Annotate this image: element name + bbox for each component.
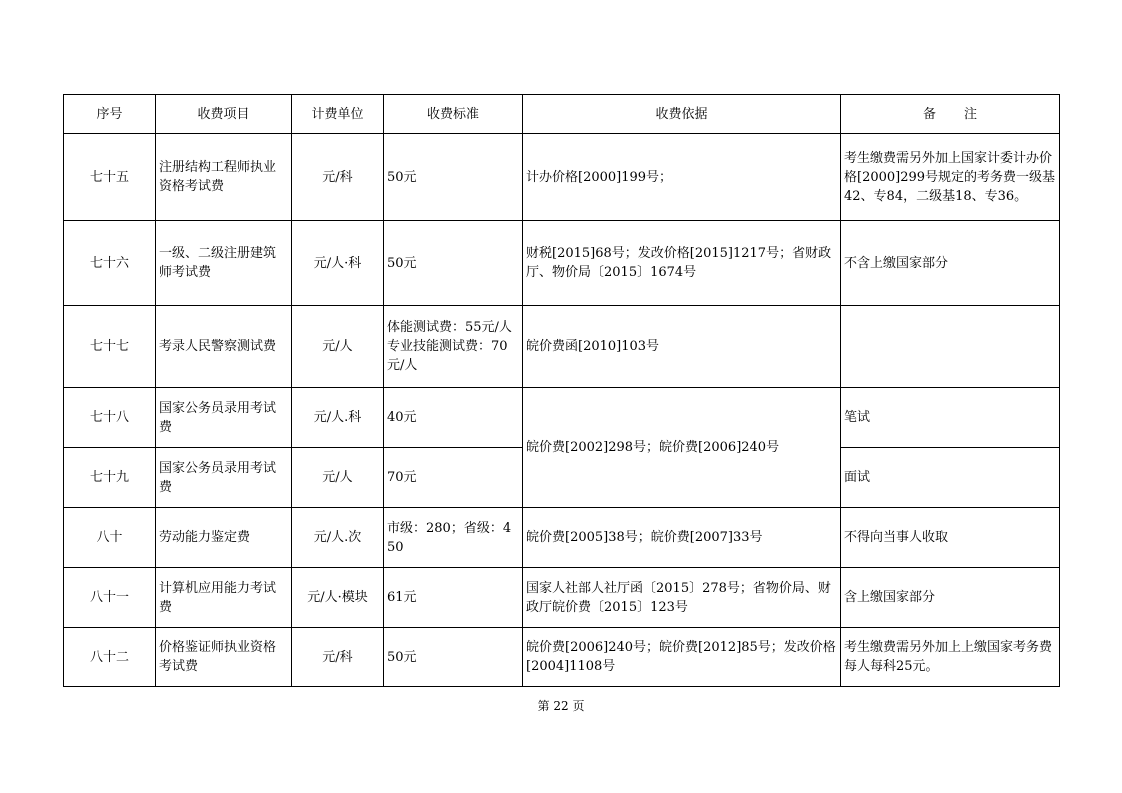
cell-unit: 元/人 bbox=[292, 306, 384, 388]
cell-item: 劳动能力鉴定费 bbox=[156, 508, 292, 568]
cell-basis: 计办价格[2000]199号； bbox=[523, 134, 841, 221]
header-unit: 计费单位 bbox=[292, 95, 384, 134]
cell-basis: 皖价费[2005]38号；皖价费[2007]33号 bbox=[523, 508, 841, 568]
cell-no: 七十九 bbox=[64, 448, 156, 508]
cell-standard: 50元 bbox=[384, 628, 523, 687]
header-row bbox=[64, 95, 1060, 134]
table-row bbox=[64, 388, 1060, 448]
cell-no: 七十八 bbox=[64, 388, 156, 448]
table-row bbox=[64, 221, 1060, 306]
fee-table bbox=[63, 94, 1060, 687]
cell-remark: 考生缴费需另外加上国家计委计办价格[2000]299号规定的考务费一级基42、专84，二级基18、专36。 bbox=[841, 134, 1060, 221]
cell-basis-merged: 皖价费[2002]298号；皖价费[2006]240号 bbox=[523, 388, 841, 508]
cell-basis: 财税[2015]68号；发改价格[2015]1217号；省财政厅、物价局〔2015〕1674号 bbox=[523, 221, 841, 306]
cell-item: 价格鉴证师执业资格考试费 bbox=[156, 628, 292, 687]
table-row bbox=[64, 568, 1060, 628]
cell-item: 一级、二级注册建筑师考试费 bbox=[156, 221, 292, 306]
cell-item: 国家公务员录用考试费 bbox=[156, 448, 292, 508]
cell-basis: 皖价费[2006]240号；皖价费[2012]85号；发改价格[2004]1108号 bbox=[523, 628, 841, 687]
table-row bbox=[64, 306, 1060, 388]
cell-remark: 笔试 bbox=[841, 388, 1060, 448]
cell-standard: 61元 bbox=[384, 568, 523, 628]
cell-no: 七十六 bbox=[64, 221, 156, 306]
cell-item: 考录人民警察测试费 bbox=[156, 306, 292, 388]
cell-unit: 元/科 bbox=[292, 628, 384, 687]
cell-no: 八十 bbox=[64, 508, 156, 568]
cell-unit: 元/人·科 bbox=[292, 221, 384, 306]
table-row bbox=[64, 628, 1060, 687]
cell-item: 注册结构工程师执业资格考试费 bbox=[156, 134, 292, 221]
cell-unit: 元/人·模块 bbox=[292, 568, 384, 628]
cell-unit: 元/人.科 bbox=[292, 388, 384, 448]
cell-no: 八十一 bbox=[64, 568, 156, 628]
cell-basis: 国家人社部人社厅函〔2015〕278号；省物价局、财政厅皖价费〔2015〕123号 bbox=[523, 568, 841, 628]
cell-remark: 面试 bbox=[841, 448, 1060, 508]
cell-no: 七十七 bbox=[64, 306, 156, 388]
cell-item: 国家公务员录用考试费 bbox=[156, 388, 292, 448]
cell-unit: 元/人.次 bbox=[292, 508, 384, 568]
table-row bbox=[64, 134, 1060, 221]
cell-standard: 40元 bbox=[384, 388, 523, 448]
cell-remark: 不得向当事人收取 bbox=[841, 508, 1060, 568]
header-no: 序号 bbox=[64, 95, 156, 134]
header-remark bbox=[841, 95, 1060, 134]
table-row bbox=[64, 508, 1060, 568]
cell-standard: 70元 bbox=[384, 448, 523, 508]
cell-unit: 元/科 bbox=[292, 134, 384, 221]
cell-item: 计算机应用能力考试费 bbox=[156, 568, 292, 628]
cell-standard: 50元 bbox=[384, 221, 523, 306]
header-item: 收费项目 bbox=[156, 95, 292, 134]
header-basis: 收费依据 bbox=[523, 95, 841, 134]
page-number: 第 22 页 bbox=[537, 699, 585, 713]
cell-no: 七十五 bbox=[64, 134, 156, 221]
cell-no: 八十二 bbox=[64, 628, 156, 687]
cell-standard: 体能测试费：55元/人 专业技能测试费：70元/人 bbox=[384, 306, 523, 388]
cell-unit: 元/人 bbox=[292, 448, 384, 508]
cell-basis: 皖价费函[2010]103号 bbox=[523, 306, 841, 388]
cell-standard: 市级：280；省级：450 bbox=[384, 508, 523, 568]
cell-remark: 考生缴费需另外加上上缴国家考务费每人每科25元。 bbox=[841, 628, 1060, 687]
header-remark-label: 备注 bbox=[922, 106, 1005, 122]
cell-standard: 50元 bbox=[384, 134, 523, 221]
cell-remark: 含上缴国家部分 bbox=[841, 568, 1060, 628]
cell-remark: 不含上缴国家部分 bbox=[841, 221, 1060, 306]
cell-remark bbox=[841, 306, 1060, 388]
header-standard: 收费标准 bbox=[384, 95, 523, 134]
